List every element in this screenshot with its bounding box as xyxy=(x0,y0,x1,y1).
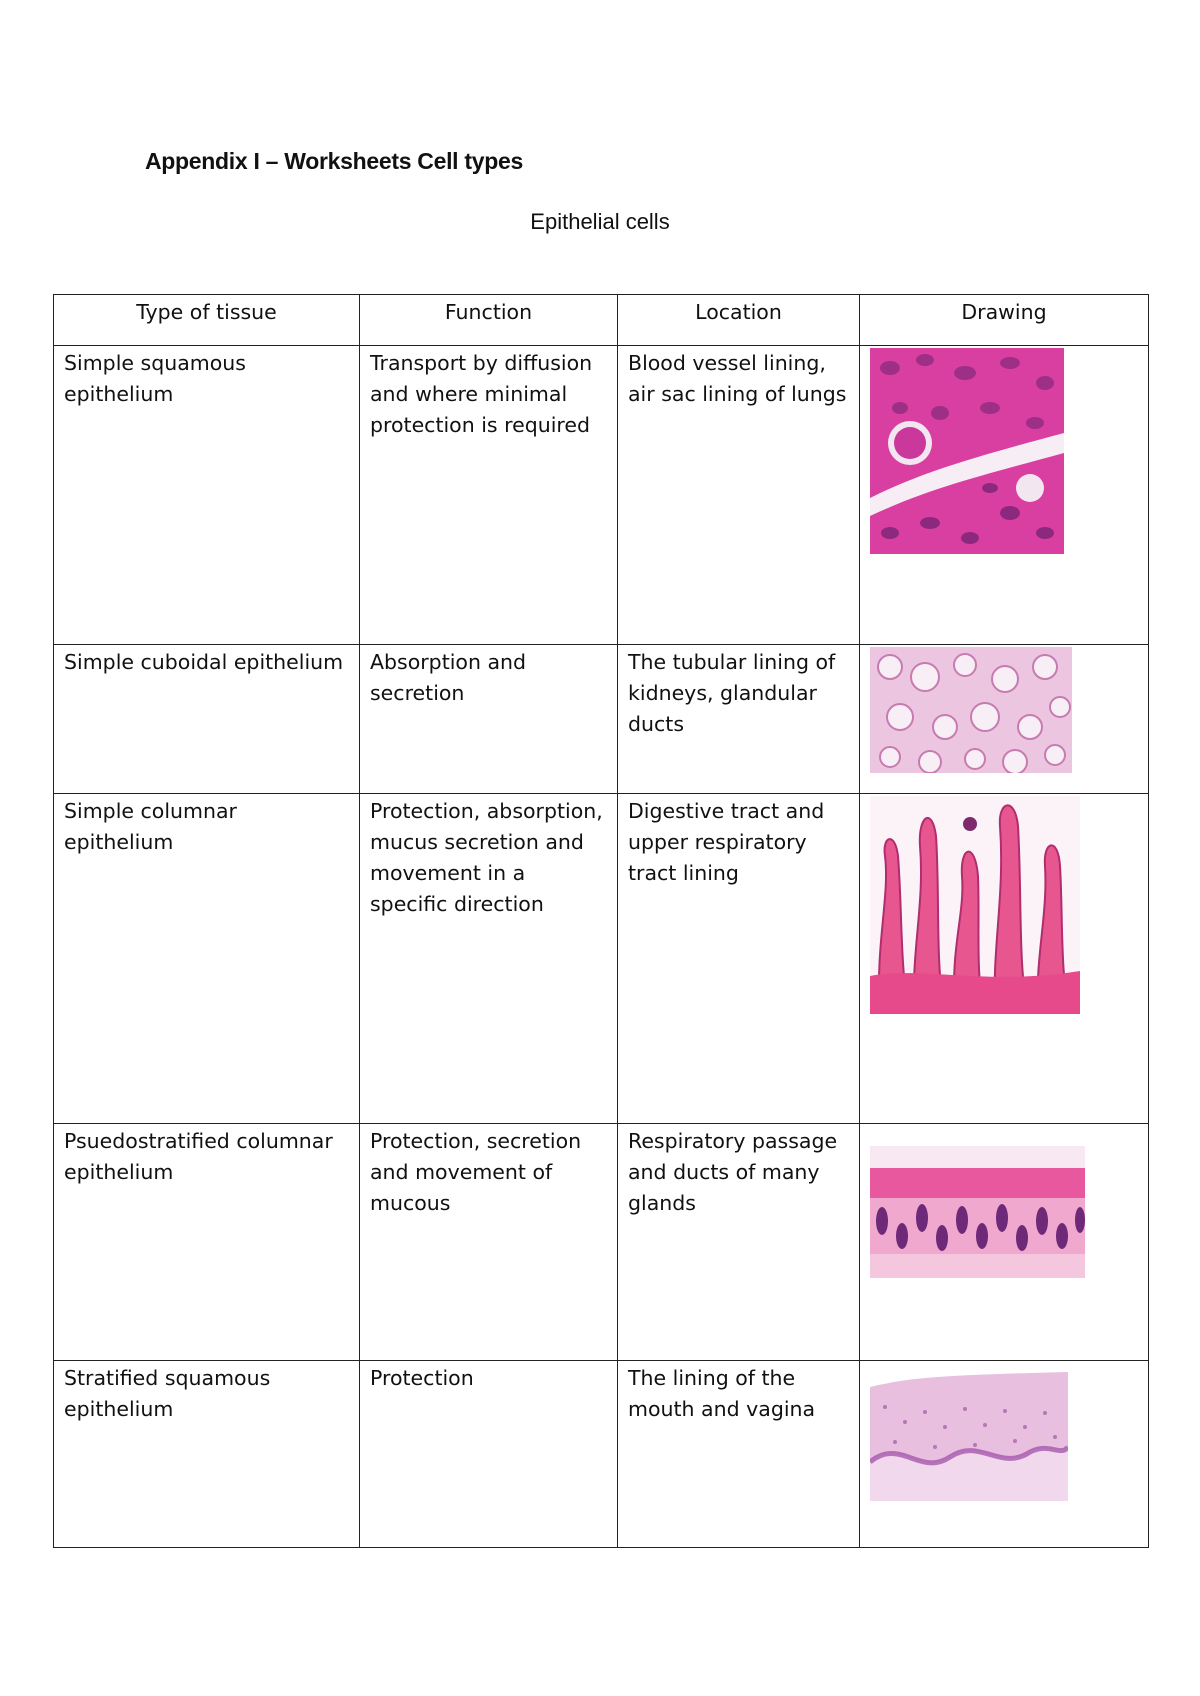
table-row xyxy=(54,1361,1149,1548)
epithelial-cells-table xyxy=(53,294,1149,1548)
header-function: Function xyxy=(360,295,618,346)
table-row xyxy=(54,794,1149,1124)
table-header-row xyxy=(54,295,1149,346)
cell-location: Blood vessel lining, air sac lining of lungs xyxy=(618,346,860,645)
simple-columnar-micrograph xyxy=(870,796,1138,1014)
cell-drawing xyxy=(860,1361,1149,1548)
cell-drawing xyxy=(860,645,1149,794)
page-title: Appendix I – Worksheets Cell types xyxy=(145,148,523,174)
cell-type: Stratified squamous epithelium xyxy=(54,1361,360,1548)
cell-type: Simple columnar epithelium xyxy=(54,794,360,1124)
page-subtitle: Epithelial cells xyxy=(530,209,670,234)
cell-drawing xyxy=(860,794,1149,1124)
cell-location: The tubular lining of kidneys, glandular ducts xyxy=(618,645,860,794)
cell-function: Protection, secretion and movement of mucous xyxy=(360,1124,618,1361)
cell-function: Transport by diffusion and where minimal protection is required xyxy=(360,346,618,645)
cell-function: Protection xyxy=(360,1361,618,1548)
cell-type: Simple cuboidal epithelium xyxy=(54,645,360,794)
stratified-squamous-micrograph xyxy=(870,1367,1138,1501)
cell-type: Simple squamous epithelium xyxy=(54,346,360,645)
cell-drawing xyxy=(860,1124,1149,1361)
header-location: Location xyxy=(618,295,860,346)
cell-location: The lining of the mouth and vagina xyxy=(618,1361,860,1548)
header-type-of-tissue: Type of tissue xyxy=(54,295,360,346)
cell-type: Psuedostratified columnar epithelium xyxy=(54,1124,360,1361)
cell-function: Absorption and secretion xyxy=(360,645,618,794)
table-row xyxy=(54,346,1149,645)
table-row xyxy=(54,645,1149,794)
cell-location: Digestive tract and upper respiratory tract lining xyxy=(618,794,860,1124)
simple-cuboidal-micrograph xyxy=(870,647,1138,773)
cell-drawing xyxy=(860,346,1149,645)
cell-function: Protection, absorption, mucus secretion and movement in a specific direction xyxy=(360,794,618,1124)
header-drawing: Drawing xyxy=(860,295,1149,346)
cell-location: Respiratory passage and ducts of many glands xyxy=(618,1124,860,1361)
simple-squamous-micrograph xyxy=(870,348,1138,554)
pseudostratified-micrograph xyxy=(870,1146,1138,1278)
table-row xyxy=(54,1124,1149,1361)
